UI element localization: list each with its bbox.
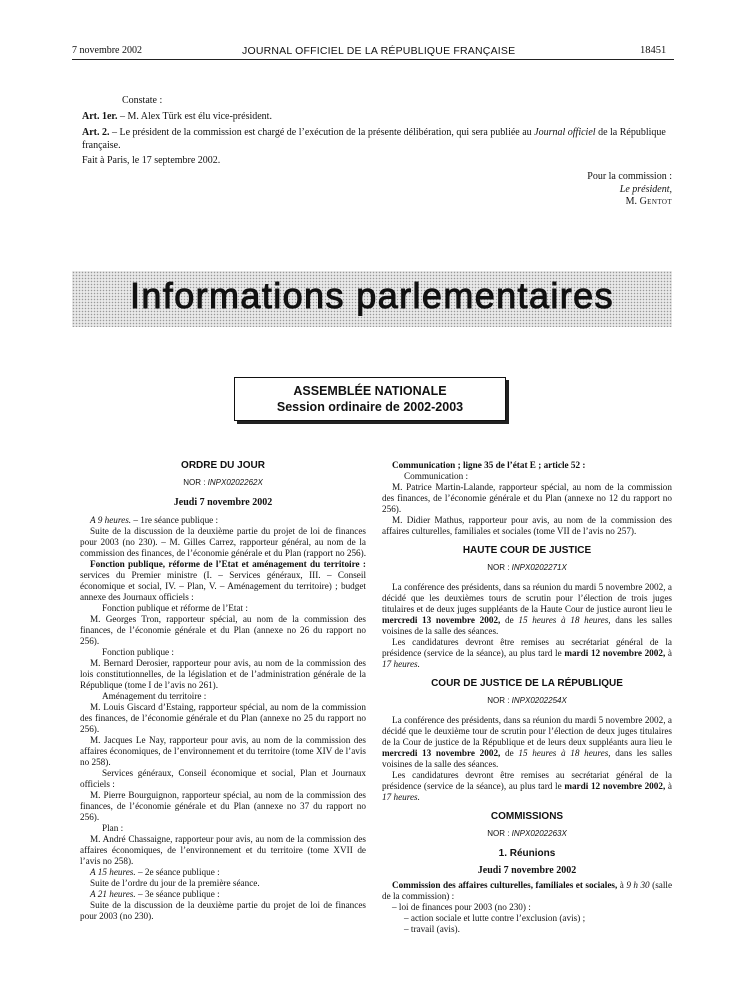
text: dans les salles voisines de la salle des séances.	[382, 615, 673, 636]
paragraph: M. Louis Giscard d’Estaing, rapporteur spécial, au nom de la commission des finances, de l’économie générale et du Plan (annexe no 25 du rapport no 256).	[80, 702, 366, 734]
cour-justice-nor	[382, 695, 672, 706]
text: à	[667, 648, 672, 658]
cour-justice-title: COUR DE JUSTICE DE LA RÉPUBLIQUE	[431, 678, 623, 689]
communication-heading	[382, 460, 672, 471]
subheading: Fonction publique et réforme de l’Etat :	[102, 603, 248, 613]
article-1-label: Art. 1er.	[82, 111, 118, 122]
nor-code: INPX0202254X	[511, 696, 567, 705]
signature-name: Gentot	[639, 196, 672, 208]
paragraph	[382, 880, 672, 902]
text: de	[505, 748, 514, 758]
article-2-text-b: de la République française.	[82, 127, 666, 151]
session-name: Session ordinaire de 2002-2003	[276, 400, 464, 414]
ordre-du-jour-nor	[80, 477, 366, 488]
list-item: – loi de finances pour 2003 (no 230) :	[392, 902, 531, 912]
commissions-date: Jeudi 7 novembre 2002	[477, 865, 577, 876]
commission-name: Commission des affaires culturelles, familiales et sociales,	[392, 880, 618, 890]
text: La conférence des présidents, dans sa réunion du mardi 5 novembre 2002, a décidé que le deuxième tour de scrutin pour l’élection de deux juges titulaires de la Cour de justice de la République et de leurs deux suppléants aura lieu le	[382, 715, 672, 747]
date-bold: mercredi 13 novembre 2002,	[382, 748, 501, 758]
nor-label: NOR :	[487, 696, 510, 705]
time-italic: 17 heures.	[382, 659, 420, 669]
banner-title: Informations parlementaires	[129, 275, 614, 316]
subheading: Aménagement du territoire :	[102, 691, 207, 701]
seance-2-line	[80, 867, 366, 878]
text: dans les salles voisines de la salle des séances.	[382, 748, 673, 769]
assembly-box	[234, 377, 506, 421]
paragraph	[382, 715, 672, 770]
topic-text: services du Premier ministre (I. – Services généraux, III. – Conseil économique et social, IV. – Plan, V. – Aménagement du territoire) ; budget annexe des Journaux officiels :	[80, 570, 366, 602]
assembly-name: ASSEMBLÉE NATIONALE	[293, 384, 447, 398]
seance-2-label: – 2e séance publique :	[137, 867, 220, 877]
paragraph: M. Jacques Le Nay, rapporteur pour avis, au nom de la commission des affaires économiques, de l’environnement et du territoire (tome XIV de l’avis no 258).	[80, 735, 366, 767]
paragraph: Suite de la discussion de la deuxième partie du projet de loi de finances pour 2003 (no 230). – M. Gilles Carrez, rapporteur général, au nom de la commission des finances, de l’économie générale et du Plan (rapport no 256).	[80, 526, 367, 558]
nor-code: INPX0202263X	[511, 829, 567, 838]
article-2-label: Art. 2.	[82, 127, 110, 138]
reunions-subtitle: 1. Réunions	[498, 848, 556, 859]
nor-label: NOR :	[183, 478, 206, 487]
date-bold: mardi 12 novembre 2002,	[564, 648, 666, 658]
text: La conférence des présidents, dans sa réunion du mardi 5 novembre 2002, a décidé que les deuxièmes tours de scrutin pour l’élection de trois juges titulaires et de deux juges suppléants de la Haute Cour de justice auront lieu le	[382, 582, 672, 614]
text: Les candidatures devront être remises au secrétariat général de la présidence (service de la séance), au plus tard le	[382, 637, 672, 658]
signature-line-3	[560, 196, 672, 209]
journal-title: JOURNAL OFFICIEL DE LA RÉPUBLIQUE FRANÇAISE	[242, 45, 516, 57]
paragraph	[382, 637, 672, 670]
date-bold: mardi 12 novembre 2002,	[564, 781, 666, 791]
communication-title: Communication ; ligne 35 de l’état E ; article 52 :	[392, 460, 586, 470]
left-column	[80, 458, 366, 922]
section-banner	[72, 271, 672, 327]
seance-3-label: – 3e séance publique :	[137, 889, 220, 899]
subheading: Communication :	[404, 471, 469, 481]
nor-code: INPX0202262X	[207, 478, 263, 487]
paragraph: M. André Chassaigne, rapporteur pour avis, au nom de la commission des affaires économiques, de l’environnement et du territoire (tome XVII de l’avis no 258).	[80, 834, 366, 866]
seance-1-label: – 1re séance publique :	[133, 515, 219, 525]
header-date: 7 novembre 2002	[72, 45, 142, 56]
time-italic: 15 heures à 18 heures,	[518, 615, 611, 625]
time-italic: 15 heures à 18 heures,	[518, 748, 611, 758]
paragraph: M. Patrice Martin-Lalande, rapporteur spécial, au nom de la commission des finances, de l’économie générale et du Plan (annexe no 12 du rapport no 256).	[382, 482, 672, 514]
article-2-text-a: – Le président de la commission est chargé de l’exécution de la présente délibération, qui sera publiée au	[112, 127, 532, 138]
nor-code: INPX0202271X	[511, 563, 567, 572]
seance-1-time: A 9 heures.	[90, 515, 132, 525]
paragraph	[80, 559, 366, 603]
text: à	[619, 880, 624, 890]
haute-cour-nor	[382, 562, 672, 573]
header-rule	[72, 59, 674, 60]
nor-label: NOR :	[487, 563, 510, 572]
paragraph: M. Pierre Bourguignon, rapporteur spécial, au nom de la commission des finances, de l’économie générale et du Plan (annexe no 37 du rapport no 256).	[80, 790, 366, 822]
paragraph: M. Bernard Derosier, rapporteur pour avis, au nom de la commission des lois constitutionnelles, de la législation et de l’administration générale de la République (tome I de l’avis no 261).	[80, 658, 366, 690]
paragraph	[382, 582, 672, 637]
time-italic: 9 h 30	[626, 880, 650, 890]
nor-label: NOR :	[487, 829, 510, 838]
signature-prefix: M.	[625, 196, 638, 208]
signature-line-1: Pour la commission :	[587, 171, 672, 182]
constate-line: Constate :	[122, 95, 163, 106]
list-item: – travail (avis).	[404, 924, 460, 934]
subheading: Services généraux, Conseil économique et social, Plan et Journaux officiels :	[80, 768, 366, 789]
time-italic: 17 heures.	[382, 792, 420, 802]
text: (salle de la commission) :	[382, 880, 673, 901]
article-1-text: – M. Alex Türk est élu vice-président.	[119, 111, 272, 122]
seance-2-time: A 15 heures.	[90, 867, 136, 877]
text: Les candidatures devront être remises au secrétariat général de la présidence (service de la séance), au plus tard le	[382, 770, 672, 791]
list-item: – action sociale et lutte contre l’exclusion (avis) ;	[404, 913, 586, 923]
paragraph: Suite de la discussion de la deuxième partie du projet de loi de finances pour 2003 (no 230).	[80, 900, 366, 921]
right-column	[382, 460, 672, 935]
topic-heading: Fonction publique, réforme de l’Etat et aménagement du territoire :	[90, 559, 366, 569]
seance-3-time: A 21 heures.	[90, 889, 136, 899]
seance-3-line	[80, 889, 366, 900]
text: de	[505, 615, 514, 625]
page-number: 18451	[640, 45, 667, 56]
paragraph	[382, 770, 672, 803]
subheading: Plan :	[102, 823, 124, 833]
paragraph: M. Didier Mathus, rapporteur pour avis, au nom de la commission des affaires culturelles, familiales et sociales (tome VII de l’avis no 257).	[382, 515, 672, 536]
article-2	[82, 127, 672, 152]
article-2-journal: Journal officiel	[534, 127, 596, 138]
article-1	[82, 111, 672, 124]
signature-line-2: Le président,	[619, 183, 672, 195]
paragraph: M. Georges Tron, rapporteur spécial, au nom de la commission des finances, de l’économie générale et du Plan (annexe no 26 du rapport no 256).	[80, 614, 366, 646]
commissions-title: COMMISSIONS	[490, 811, 564, 822]
signature-block	[560, 171, 672, 209]
haute-cour-title: HAUTE COUR DE JUSTICE	[462, 545, 592, 556]
commissions-nor	[382, 828, 672, 839]
fait-a-paris: Fait à Paris, le 17 septembre 2002.	[82, 155, 221, 166]
subheading: Fonction publique :	[102, 647, 174, 657]
ordre-du-jour-date: Jeudi 7 novembre 2002	[173, 497, 273, 508]
text: à	[667, 781, 672, 791]
date-bold: mercredi 13 novembre 2002,	[382, 615, 501, 625]
paragraph: Suite de l’ordre du jour de la première séance.	[90, 878, 260, 888]
ordre-du-jour-title: ORDRE DU JOUR	[181, 460, 265, 471]
seance-1-line	[80, 515, 366, 526]
